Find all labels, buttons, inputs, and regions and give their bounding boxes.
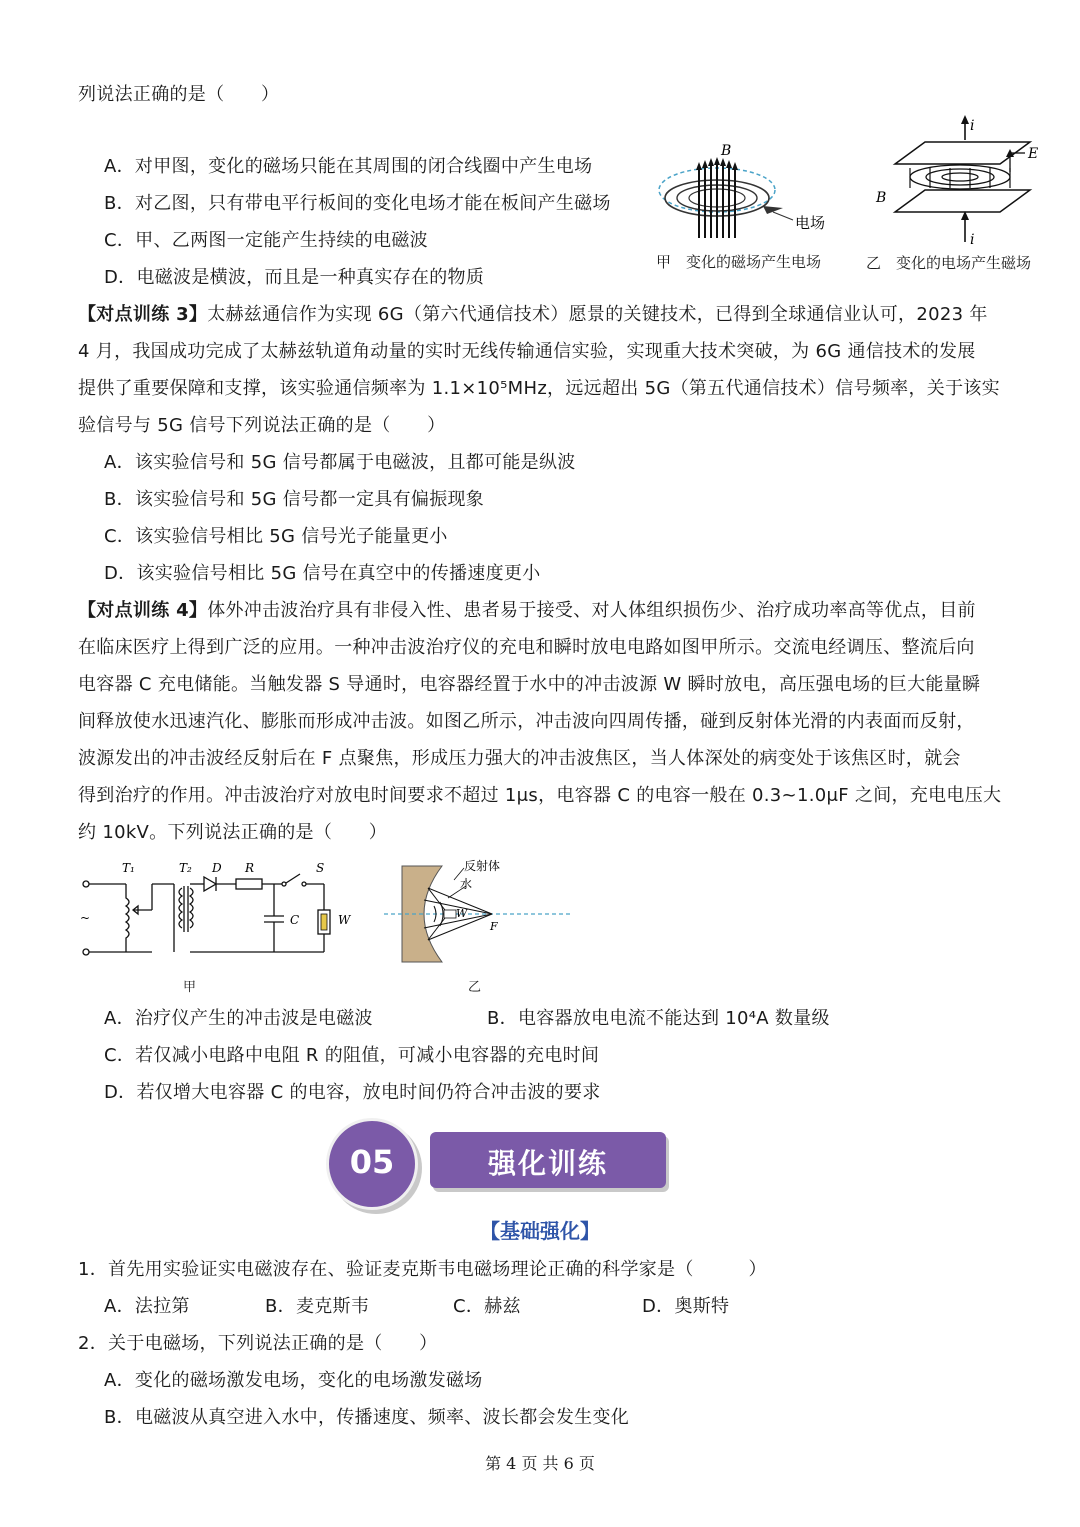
- q4-option-b: B．电容器放电电流不能达到 10⁴A 数量级: [487, 1008, 830, 1029]
- label-t1: T₁: [122, 861, 135, 875]
- figure-caption-circuit: 甲: [183, 980, 197, 995]
- label-reflector: 反射体: [464, 859, 501, 873]
- section-banner: [430, 1132, 666, 1188]
- q3-option-a: A．该实验信号和 5G 信号都属于电磁波，且都可能是纵波: [104, 452, 576, 473]
- q3-tag: 【对点训练 3】: [78, 304, 208, 325]
- label-s: S: [316, 861, 325, 875]
- label-d: D: [212, 861, 222, 875]
- q4-line-7: 约 10kV。下列说法正确的是（ ）: [78, 822, 388, 843]
- label-water: 水: [460, 877, 473, 891]
- subsection-title: 【基础强化】: [480, 1219, 600, 1243]
- banner-title: 强化训练: [487, 1147, 608, 1180]
- label-electric-field: 电场: [795, 214, 826, 232]
- p2-option-a: A．变化的磁场激发电场，变化的电场激发磁场: [104, 1370, 483, 1391]
- label-b: B: [721, 143, 732, 159]
- option-c: C．甲、乙两图一定能产生持续的电磁波: [104, 230, 428, 251]
- q4-option-c: C．若仅减小电路中电阻 R 的阻值，可减小电容器的充电时间: [104, 1045, 600, 1066]
- section-number: 05: [349, 1143, 395, 1181]
- label-r: R: [245, 861, 255, 875]
- figure-electric-field: [870, 112, 1050, 252]
- section-number-badge: [326, 1118, 418, 1210]
- figure-caption-reflector: 乙: [468, 980, 482, 995]
- q4-option-a: A．治疗仪产生的冲击波是电磁波: [104, 1008, 373, 1029]
- p1-option-d: D．奥斯特: [642, 1296, 730, 1317]
- p2-stem: 2．关于电磁场，下列说法正确的是（ ）: [78, 1333, 438, 1354]
- label-i-bottom: i: [970, 232, 975, 248]
- q3-option-b: B．该实验信号和 5G 信号都一定具有偏振现象: [104, 489, 485, 510]
- p2-option-b: B．电磁波从真空进入水中，传播速度、频率、波长都会发生变化: [104, 1407, 630, 1428]
- q3-line-2: 4 月，我国成功完成了太赫兹轨道角动量的实时无线传输通信实验，实现重大技术突破，为 6G 通信技术的发展: [78, 341, 976, 362]
- q4-line-1: 【对点训练 4】体外冲击波治疗具有非侵入性、患者易于接受、对人体组织损伤少、治疗成功率高等优点，目前: [78, 600, 976, 621]
- label-e: E: [1028, 146, 1039, 162]
- option-d: D．电磁波是横波，而且是一种真实存在的物质: [104, 267, 485, 288]
- label-c: C: [290, 913, 300, 927]
- q3-option-d: D．该实验信号相比 5G 信号在真空中的传播速度更小: [104, 563, 541, 584]
- question-stem-end: 列说法正确的是（ ）: [78, 84, 280, 105]
- option-a: A．对甲图，变化的磁场只能在其周围的闭合线圈中产生电场: [104, 156, 593, 177]
- q4-option-d: D．若仅增大电容器 C 的电容，放电时间仍符合冲击波的要求: [104, 1082, 601, 1103]
- q4-line-6: 得到治疗的作用。冲击波治疗对放电时间要求不超过 1μs，电容器 C 的电容一般在 0.3~1.0μF 之间，充电电压大: [78, 785, 1002, 806]
- figure-magnetic-field: [655, 138, 840, 250]
- label-i-top: i: [970, 118, 975, 134]
- figure-caption-jia: 甲 变化的磁场产生电场: [656, 253, 822, 271]
- label-w: W: [338, 913, 351, 927]
- q4-line-4: 间释放使水迅速汽化、膨胀而形成冲击波。如图乙所示，冲击波向四周传播，碰到反射体光滑的内表面而反射，: [78, 711, 975, 732]
- figure-caption-yi: 乙 变化的电场产生磁场: [866, 254, 1032, 272]
- option-b: B．对乙图，只有带电平行板间的变化电场才能在板间产生磁场: [104, 193, 611, 214]
- q3-line-3: 提供了重要保障和支撑，该实验通信频率为 1.1×10⁵MHz，远远超出 5G（第五代通信技术）信号频率，关于该实: [78, 378, 1000, 399]
- label-b2: B: [876, 190, 887, 206]
- p1-stem: 1．首先用实验证实电磁波存在、验证麦克斯韦电磁场理论正确的科学家是（ ）: [78, 1259, 767, 1280]
- p1-option-a: A．法拉第: [104, 1296, 190, 1317]
- q4-line-5: 波源发出的冲击波经反射后在 F 点聚焦，形成压力强大的冲击波焦区，当人体深处的病变处于该焦区时，就会: [78, 748, 961, 769]
- page-footer: 第 4 页 共 6 页: [485, 1454, 595, 1473]
- label-ac: ~: [80, 911, 91, 925]
- q3-line-1: 【对点训练 3】太赫兹通信作为实现 6G（第六代通信技术）愿景的关键技术，已得到全球通信业认可，2023 年: [78, 304, 988, 325]
- label-w2: W: [456, 907, 468, 920]
- q4-tag: 【对点训练 4】: [78, 600, 208, 621]
- q4-line-3: 电容器 C 充电储能。当触发器 S 导通时，电容器经置于水中的冲击波源 W 瞬时放电，高压强电场的巨大能量瞬: [78, 674, 981, 695]
- p1-option-c: C．赫兹: [453, 1296, 521, 1317]
- q4-line-2: 在临床医疗上得到广泛的应用。一种冲击波治疗仪的充电和瞬时放电电路如图甲所示。交流电经调压、整流后向: [78, 637, 975, 658]
- p1-option-b: B．麦克斯韦: [265, 1296, 370, 1317]
- label-f: F: [490, 920, 498, 933]
- figure-circuit: [78, 858, 368, 968]
- label-t2: T₂: [179, 861, 192, 875]
- figure-reflector: [384, 858, 576, 968]
- q3-option-c: C．该实验信号相比 5G 信号光子能量更小: [104, 526, 448, 547]
- q3-line-4: 验信号与 5G 信号下列说法正确的是（ ）: [78, 415, 446, 436]
